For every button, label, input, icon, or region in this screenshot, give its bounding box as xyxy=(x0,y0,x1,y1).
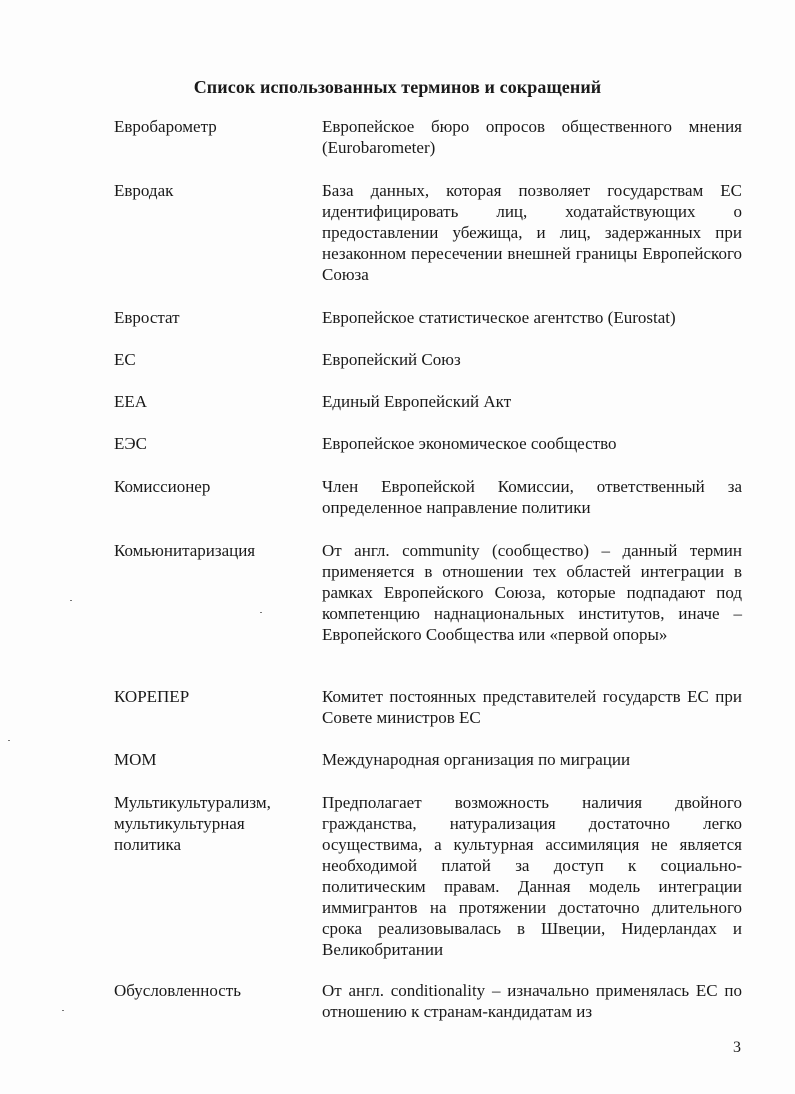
glossary-definition: Предполагает возможность наличия двойного гражданства, натурализация достаточно легко осуществима, а культурная ассимиляция не является необходимой платой за доступ к социально-политическим правам. Данная модель интеграции иммигрантов на протяжении достаточно длительного срока реализовывалась в Швеции, Нидерландах и Великобритании xyxy=(322,793,742,959)
glossary-term: ЕЕА xyxy=(114,392,148,411)
scan-speck xyxy=(70,600,72,601)
glossary-term: ЕС xyxy=(114,350,136,369)
glossary-term: Комиссионер xyxy=(114,477,211,496)
glossary-definition: Международная организация по миграции xyxy=(322,750,631,769)
page-number: 3 xyxy=(733,1039,741,1056)
glossary-definition: Единый Европейский Акт xyxy=(322,392,512,411)
scan-speck xyxy=(62,1010,64,1011)
glossary-term: Мультикультурализм, мультикультурная политика xyxy=(114,793,271,854)
glossary-term: КОРЕПЕР xyxy=(114,687,190,706)
glossary-definition: Член Европейской Комиссии, ответственный за определенное направление политики xyxy=(322,477,742,517)
glossary-definition: Европейский Союз xyxy=(322,350,461,369)
glossary-term: Евродак xyxy=(114,181,174,200)
glossary-term: Евробарометр xyxy=(114,117,217,136)
glossary-definition: Европейское бюро опросов общественного мнения (Eurobarometer) xyxy=(322,117,742,157)
glossary-term: Обусловленность xyxy=(114,981,241,1000)
scan-speck xyxy=(8,740,10,741)
glossary-term: МОМ xyxy=(114,750,157,769)
glossary-definition: Европейское статистическое агентство (Eurostat) xyxy=(322,308,676,327)
glossary-term: Евростат xyxy=(114,308,180,327)
glossary-term: Комьюнитаризация xyxy=(114,541,256,560)
scan-speck xyxy=(260,612,262,613)
glossary-definition: Комитет постоянных представителей государств ЕС при Совете министров ЕС xyxy=(322,687,742,727)
page-title: Список использованных терминов и сокращений xyxy=(193,77,602,97)
glossary-definition: База данных, которая позволяет государствам ЕС идентифицировать лиц, ходатайствующих о предоставлении убежища, и лиц, задержанных при незаконном пересечении внешней границы Европейского Союза xyxy=(322,181,742,284)
glossary-term: ЕЭС xyxy=(114,434,147,453)
glossary-definition: Европейское экономическое сообщество xyxy=(322,434,617,453)
glossary-definition: От англ. conditionality – изначально применялась ЕС по отношению к странам-кандидатам из xyxy=(322,981,742,1021)
glossary-definition: От англ. community (сообщество) – данный термин применяется в отношении тех областей интеграции в рамках Европейского Союза, которые подпадают под компетенцию наднациональных институтов, иначе – Европейского Сообщества или «первой опоры» xyxy=(322,541,742,644)
